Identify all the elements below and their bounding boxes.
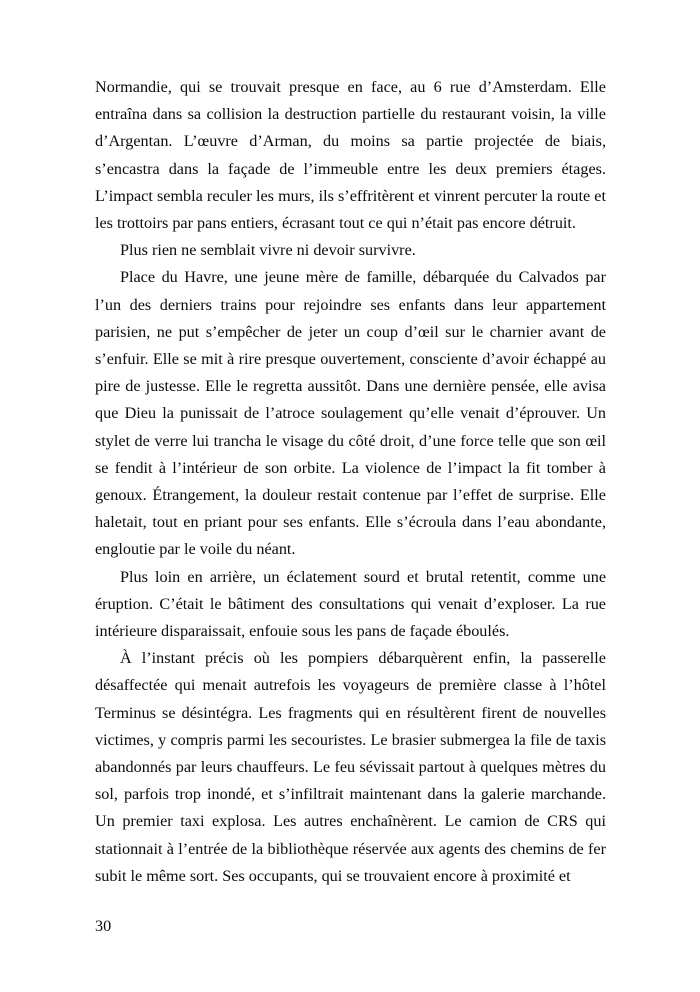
paragraph: Place du Havre, une jeune mère de famille, débarquée du Calvados par l’un des derniers trains pour rejoindre ses enfants dans leur appartement parisien, ne put s’empêcher de jeter un coup d’œil sur le charnier avant de s’enfuir. Elle se mit à rire presque ouvertement, consciente d’avoir échappé au pire de justesse. Elle le regretta aussitôt. Dans une dernière pensée, elle avisa que Dieu la punissait de l’atroce soulagement qu’elle venait d’éprouver. Un stylet de verre lui trancha le visage du côté droit, d’une force telle que son œil se fendit à l’intérieur de son orbite. La violence de l’impact la fit tomber à genoux. Étrangement, la douleur restait contenue par l’effet de surprise. Elle haletait, tout en priant pour ses enfants. Elle s’écroula dans l’eau abondante, engloutie par le voile du néant. [95, 268, 606, 559]
paragraph: Plus loin en arrière, un éclatement sourd et brutal retentit, comme une éruption. C’était le bâtiment des consultations qui venait d’exploser. La rue intérieure disparaissait, enfouie sous les pans de façade éboulés. [95, 567, 606, 641]
page-number: 30 [95, 917, 112, 935]
paragraph: Plus rien ne semblait vivre ni devoir survivre. [120, 241, 416, 260]
paragraph: Normandie, qui se trouvait presque en face, au 6 rue d’Amsterdam. Elle entraîna dans sa collision la destruction partielle du restaurant voisin, la ville d’Argentan. L’œuvre d’Arman, du moins sa partie projectée de biais, s’encastra dans la façade de l’immeuble entre les deux premiers étages. L’impact sembla reculer les murs, ils s’effritèrent et vinrent percuter la route et les trottoirs par pans entiers, écrasant tout ce qui n’était pas encore détruit. [95, 78, 606, 233]
paragraph: À l’instant précis où les pompiers débarquèrent enfin, la passerelle désaffectée qui menait autrefois les voyageurs de première classe à l’hôtel Terminus se désintégra. Les fragments qui en résultèrent firent de nouvelles victimes, y compris parmi les secouristes. Le brasier submergea la file de taxis abandonnés par leurs chauffeurs. Le feu sévissait partout à quelques mètres du sol, parfois trop inondé, et s’infiltrait maintenant dans la galerie marchande. Un premier taxi explosa. Les autres enchaînèrent. Le camion de CRS qui stationnait à l’entrée de la bibliothèque réservée aux agents des chemins de fer subit le même sort. Ses occupants, qui se trouvaient encore à proximité et [95, 649, 606, 885]
body-text-block [95, 74, 606, 890]
